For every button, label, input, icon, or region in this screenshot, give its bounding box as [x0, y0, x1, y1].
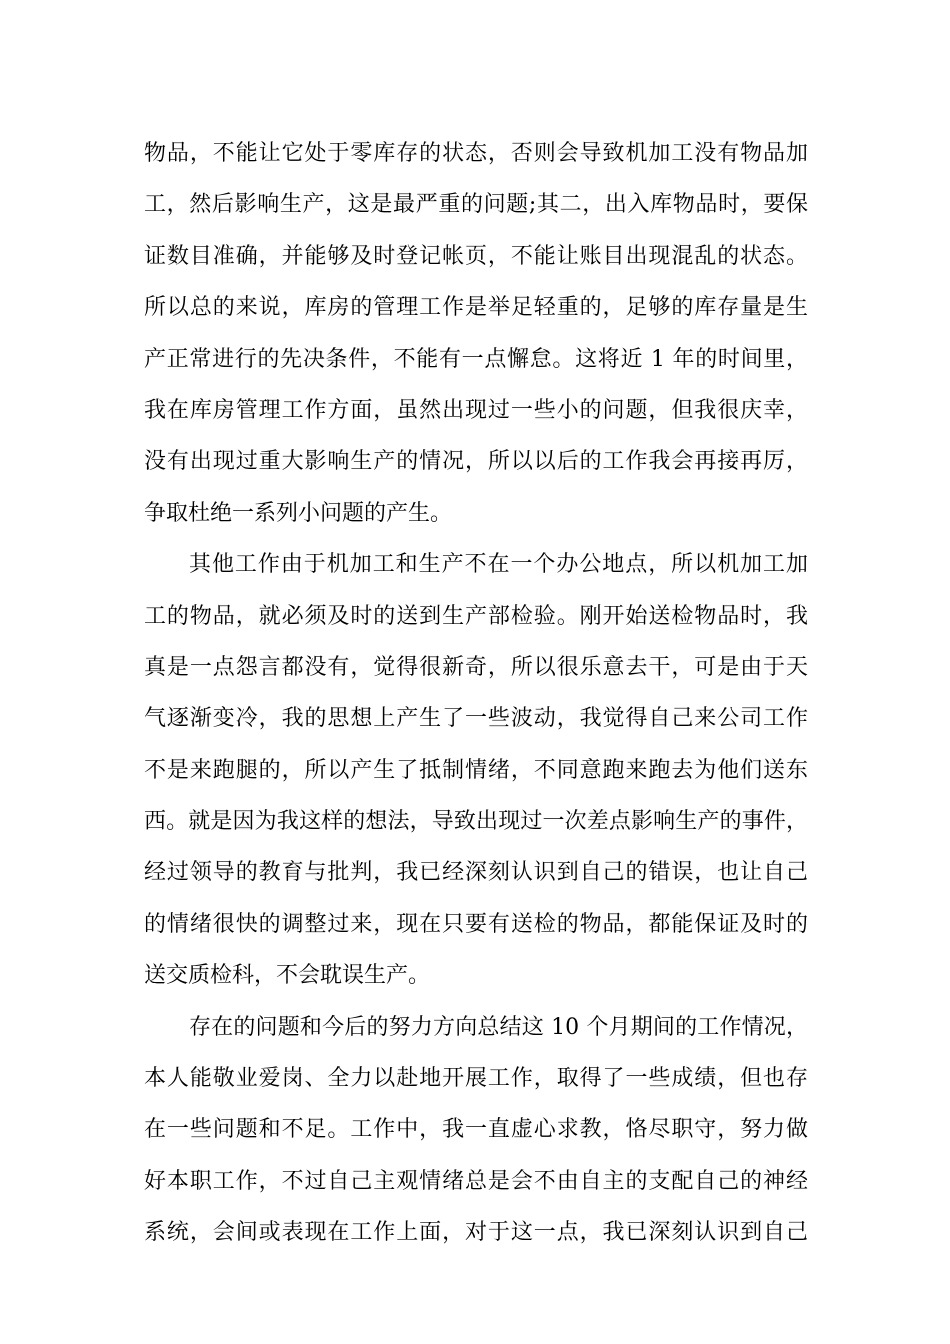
text-line: 没有出现过重大影响生产的情况，所以以后的工作我会再接再厉， [144, 449, 808, 475]
text-line: 工的物品，就必须及时的送到生产部检验。刚开始送检物品时，我 [144, 603, 808, 629]
text-line: 系统，会间或表现在工作上面，对于这一点，我已深刻认识到自己 [144, 1220, 808, 1246]
text-line: 好本职工作，不过自己主观情绪总是会不由自主的支配自己的神经 [144, 1168, 808, 1194]
text-line: 送交质检科，不会耽误生产。 [144, 963, 431, 989]
text-line: 我在库房管理工作方面，虽然出现过一些小的问题，但我很庆幸， [144, 397, 808, 423]
text-line: 在一些问题和不足。工作中，我一直虚心求教，恪尽职守，努力做 [144, 1117, 808, 1143]
text-line: 的情绪很快的调整过来，现在只要有送检的物品，都能保证及时的 [144, 911, 808, 937]
text-line: 所以总的来说，库房的管理工作是举足轻重的，足够的库存量是生 [144, 295, 808, 321]
text-line: 本人能敬业爱岗、全力以赴地开展工作，取得了一些成绩，但也存 [144, 1066, 808, 1092]
text-line: 工，然后影响生产，这是最严重的问题;其二，出入库物品时，要保 [144, 192, 808, 218]
text-line: 不是来跑腿的，所以产生了抵制情绪，不同意跑来跑去为他们送东 [144, 757, 808, 783]
body-text [144, 128, 808, 1259]
text-line: 产正常进行的先决条件，不能有一点懈怠。这将近 1 年的时间里， [144, 346, 808, 372]
text-line: 经过领导的教育与批判，我已经深刻认识到自己的错误，也让自己 [144, 860, 808, 886]
text-line: 证数目准确，并能够及时登记帐页，不能让账目出现混乱的状态。 [144, 243, 808, 269]
text-line: 西。就是因为我这样的想法，导致出现过一次差点影响生产的事件， [144, 809, 808, 835]
paragraph-first-line: 存在的问题和今后的努力方向总结这 10 个月期间的工作情况， [189, 1014, 808, 1040]
paragraph-first-line: 其他工作由于机加工和生产不在一个办公地点，所以机加工加 [189, 552, 808, 578]
text-line: 争取杜绝一系列小问题的产生。 [144, 500, 453, 526]
text-line: 气逐渐变冷，我的思想上产生了一些波动，我觉得自己来公司工作 [144, 706, 808, 732]
text-line: 真是一点怨言都没有，觉得很新奇，所以很乐意去干，可是由于天 [144, 654, 808, 680]
text-line: 物品，不能让它处于零库存的状态，否则会导致机加工没有物品加 [144, 141, 808, 166]
